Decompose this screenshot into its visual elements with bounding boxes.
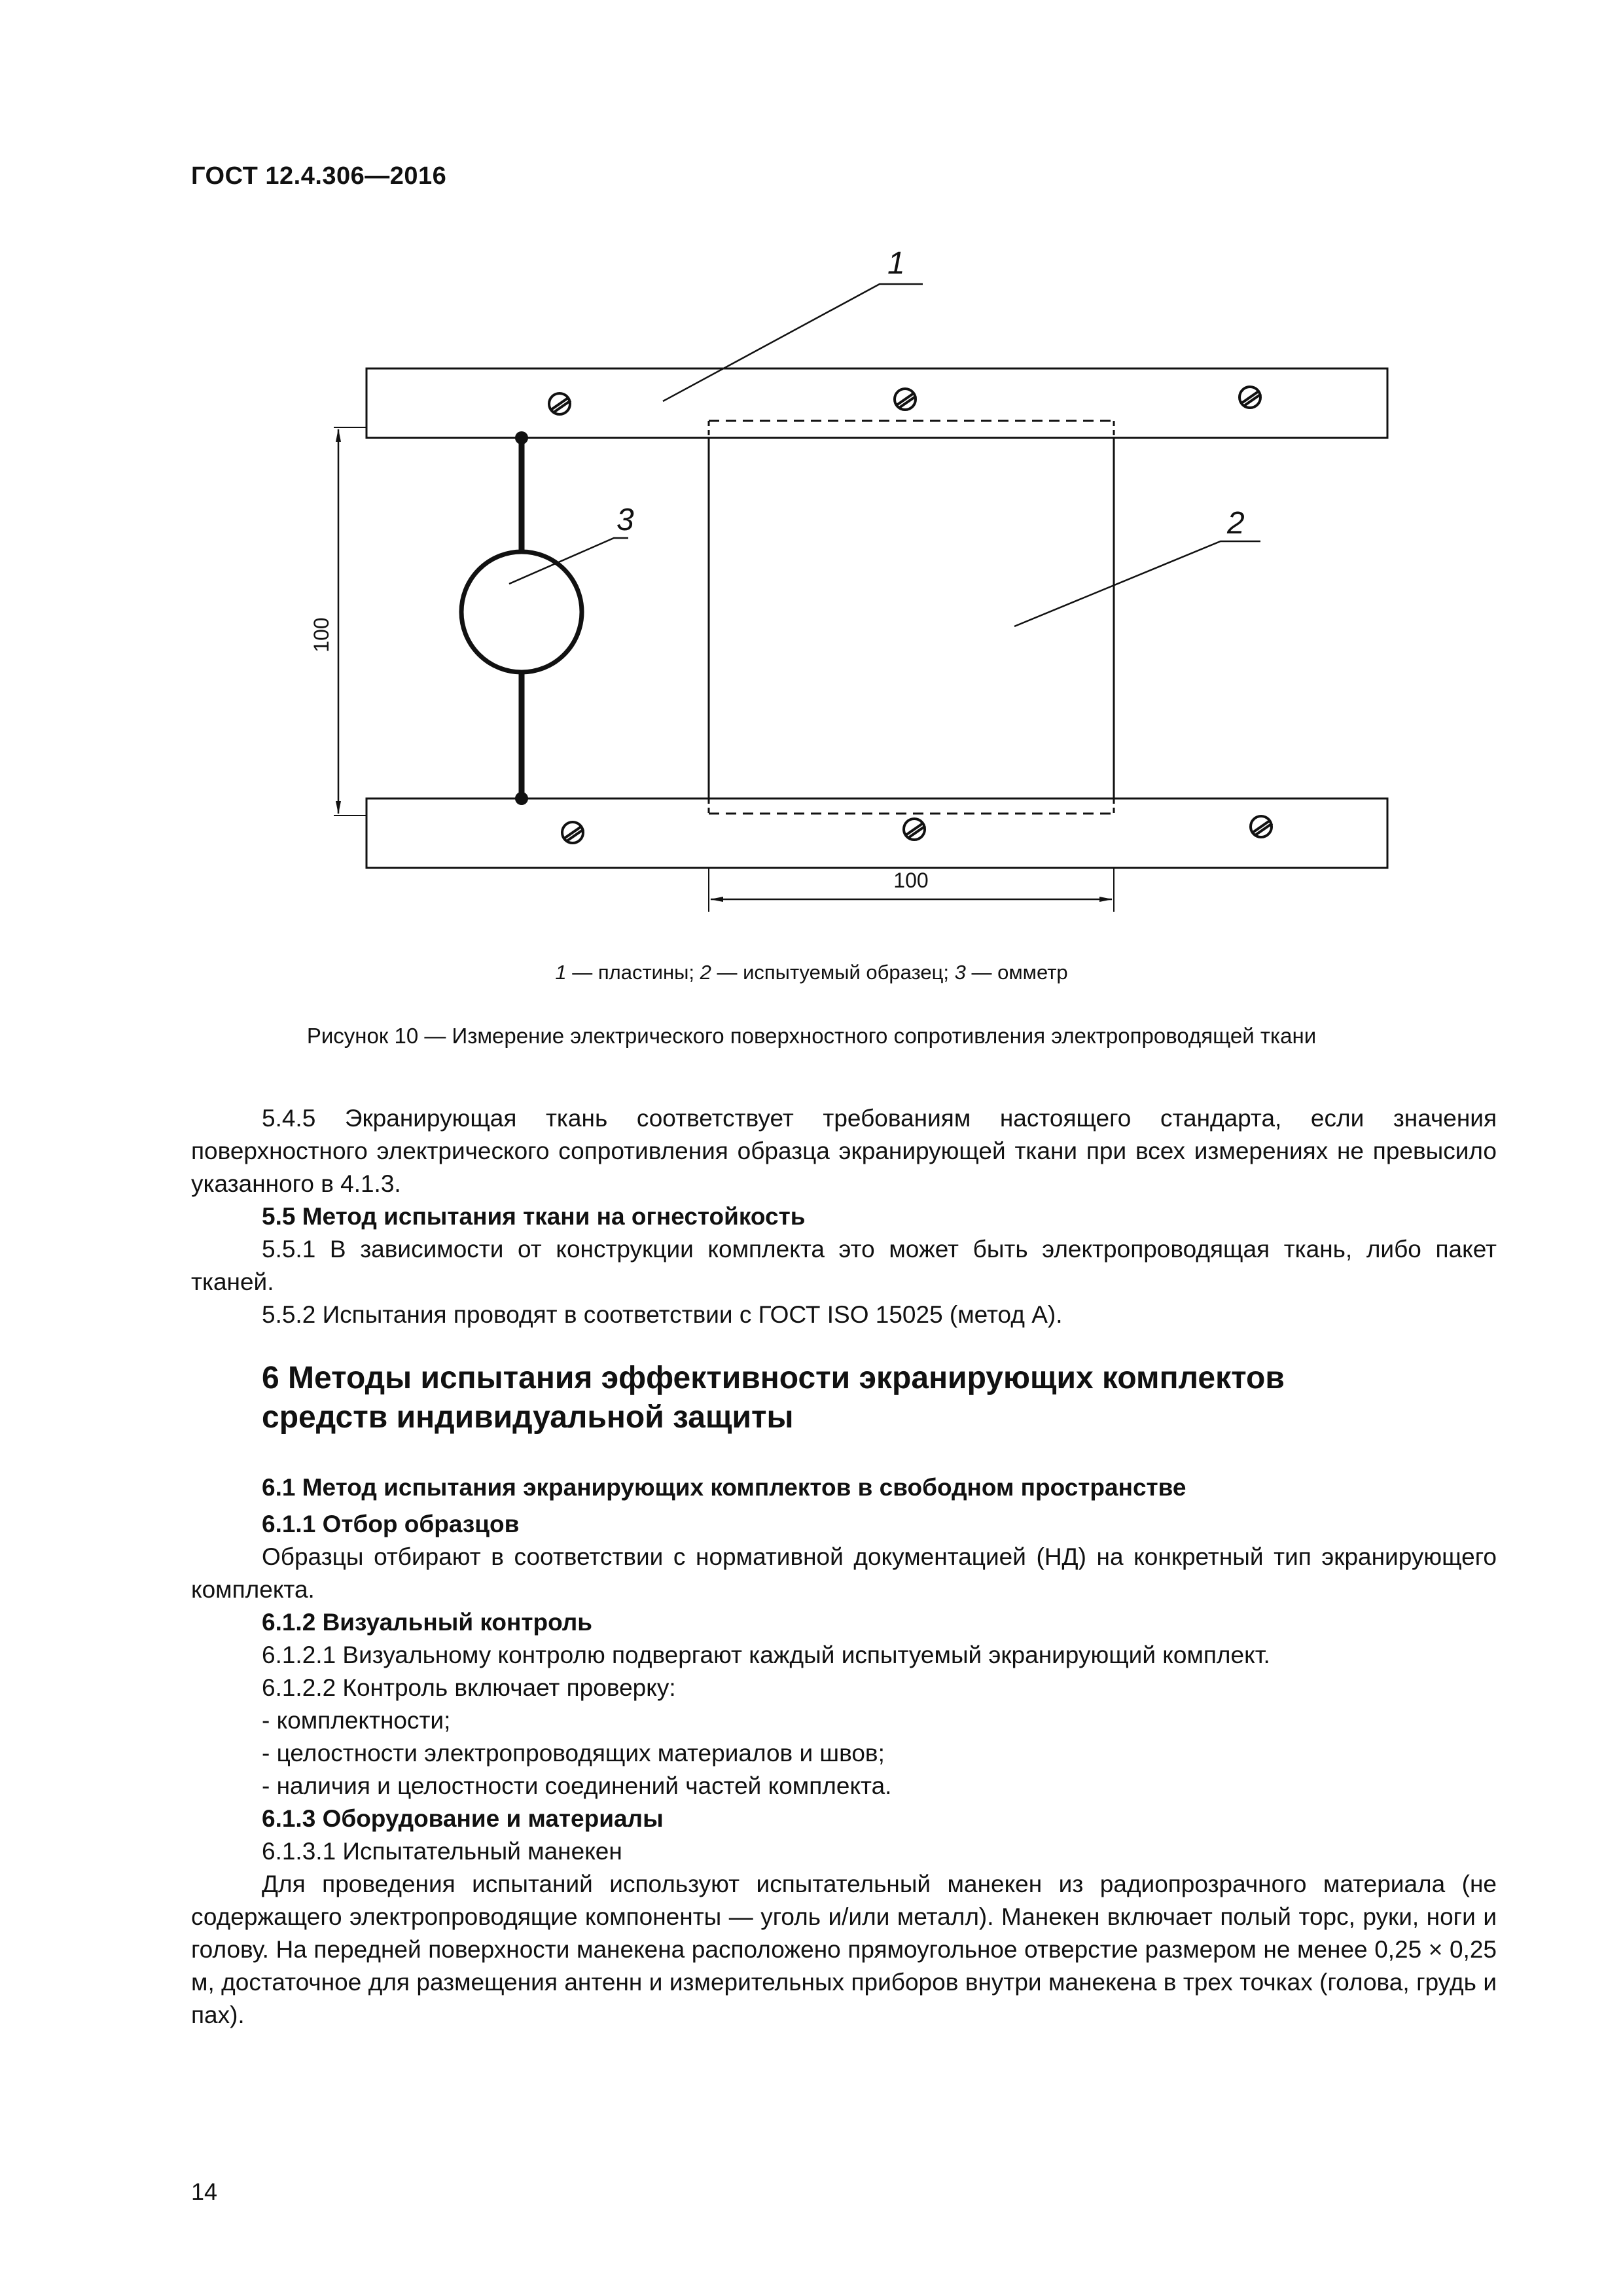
heading-5-5: 5.5 Метод испытания ткани на огнестойкость xyxy=(262,1203,806,1230)
legend-text: — омметр xyxy=(965,961,1068,984)
heading-6-1-3: 6.1.3 Оборудование и материалы xyxy=(262,1805,664,1832)
screw-icon xyxy=(549,393,571,414)
screw-icon xyxy=(562,822,584,843)
screw-icon xyxy=(1240,387,1261,408)
screw-icon xyxy=(1251,816,1272,837)
test-specimen xyxy=(709,421,1114,814)
list-item: - целостности электропроводящих материалов и швов; xyxy=(262,1740,885,1767)
paragraph-6-1-2-1: 6.1.2.1 Визуальному контролю подвергают каждый испытуемый экранирующий комплект. xyxy=(262,1641,1270,1668)
legend-text: — испытуемый образец; xyxy=(711,961,955,984)
page-number: 14 xyxy=(191,2178,218,2205)
callout-1: 1 xyxy=(887,246,905,281)
screw-icon xyxy=(904,819,925,840)
legend-text: — пластины; xyxy=(566,961,700,984)
ohmmeter xyxy=(461,438,582,798)
callout-3: 3 xyxy=(616,503,634,537)
legend-number: 2 xyxy=(700,961,711,984)
bottom-plate xyxy=(366,798,1387,868)
list-item: - комплектности; xyxy=(262,1707,451,1734)
paragraph-6-1-1: Образцы отбирают в соответствии с нормативной документацией (НД) на конкретный тип экранирующего комплекта. xyxy=(191,1543,1497,1603)
paragraph-5-5-1: 5.5.1 В зависимости от конструкции комплекта это может быть электропроводящая ткань, либо пакет тканей. xyxy=(191,1236,1497,1295)
leader-line-1 xyxy=(663,284,923,401)
vertical-dimension-label: 100 xyxy=(310,617,333,653)
figure-legend xyxy=(0,961,1623,984)
main-text xyxy=(191,1102,1497,2032)
leader-line-2 xyxy=(1014,541,1260,626)
paragraph-6-1-3-1: 6.1.3.1 Испытательный манекен xyxy=(262,1838,622,1865)
paragraph-5-5-2: 5.5.2 Испытания проводят в соответствии с ГОСТ ISO 15025 (метод А). xyxy=(262,1301,1063,1328)
legend-number: 1 xyxy=(555,961,567,984)
heading-6-1: 6.1 Метод испытания экранирующих комплектов в свободном пространстве xyxy=(262,1474,1186,1501)
list-item: - наличия и целостности соединений частей комплекта. xyxy=(262,1772,892,1799)
figure-caption: Рисунок 10 — Измерение электрического поверхностного сопротивления электропроводящей ткани xyxy=(306,1024,1317,1048)
section-6-heading-line2: средств индивидуальной защиты xyxy=(262,1400,794,1435)
section-6-heading-line1: 6 Методы испытания эффективности экранирующих комплектов xyxy=(262,1361,1285,1395)
heading-6-1-1: 6.1.1 Отбор образцов xyxy=(262,1511,520,1537)
document-header: ГОСТ 12.4.306—2016 xyxy=(191,162,447,190)
callout-2: 2 xyxy=(1227,506,1245,541)
paragraph-6-1-3-1-body: Для проведения испытаний используют испытательный манекен из радиопрозрачного материала (не содержащего электропроводящие компоненты — уголь и/или металл). Манекен включает полый торс, руки, ноги и голову. На передней поверхности манекена расположено прямоугольное отверстие размером не менее 0,25 × 0,25 м, достаточное для размещения антенн и измерительных приборов внутри манекена в трех точках (голова, грудь и пах). xyxy=(191,1871,1497,2028)
paragraph-6-1-2-2: 6.1.2.2 Контроль включает проверку: xyxy=(262,1674,676,1701)
top-plate xyxy=(366,368,1387,438)
screw-icon xyxy=(895,389,916,410)
legend-number: 3 xyxy=(954,961,966,984)
figure-10-diagram xyxy=(310,236,1453,929)
heading-6-1-2: 6.1.2 Визуальный контроль xyxy=(262,1609,593,1636)
paragraph-5-4-5: 5.4.5 Экранирующая ткань соответствует требованиям настоящего стандарта, если значения поверхностного электрического сопротивления образца экранирующей ткани при всех измерениях не превысило указанного в 4.1.3. xyxy=(191,1105,1497,1197)
horizontal-dimension-label: 100 xyxy=(893,869,929,892)
